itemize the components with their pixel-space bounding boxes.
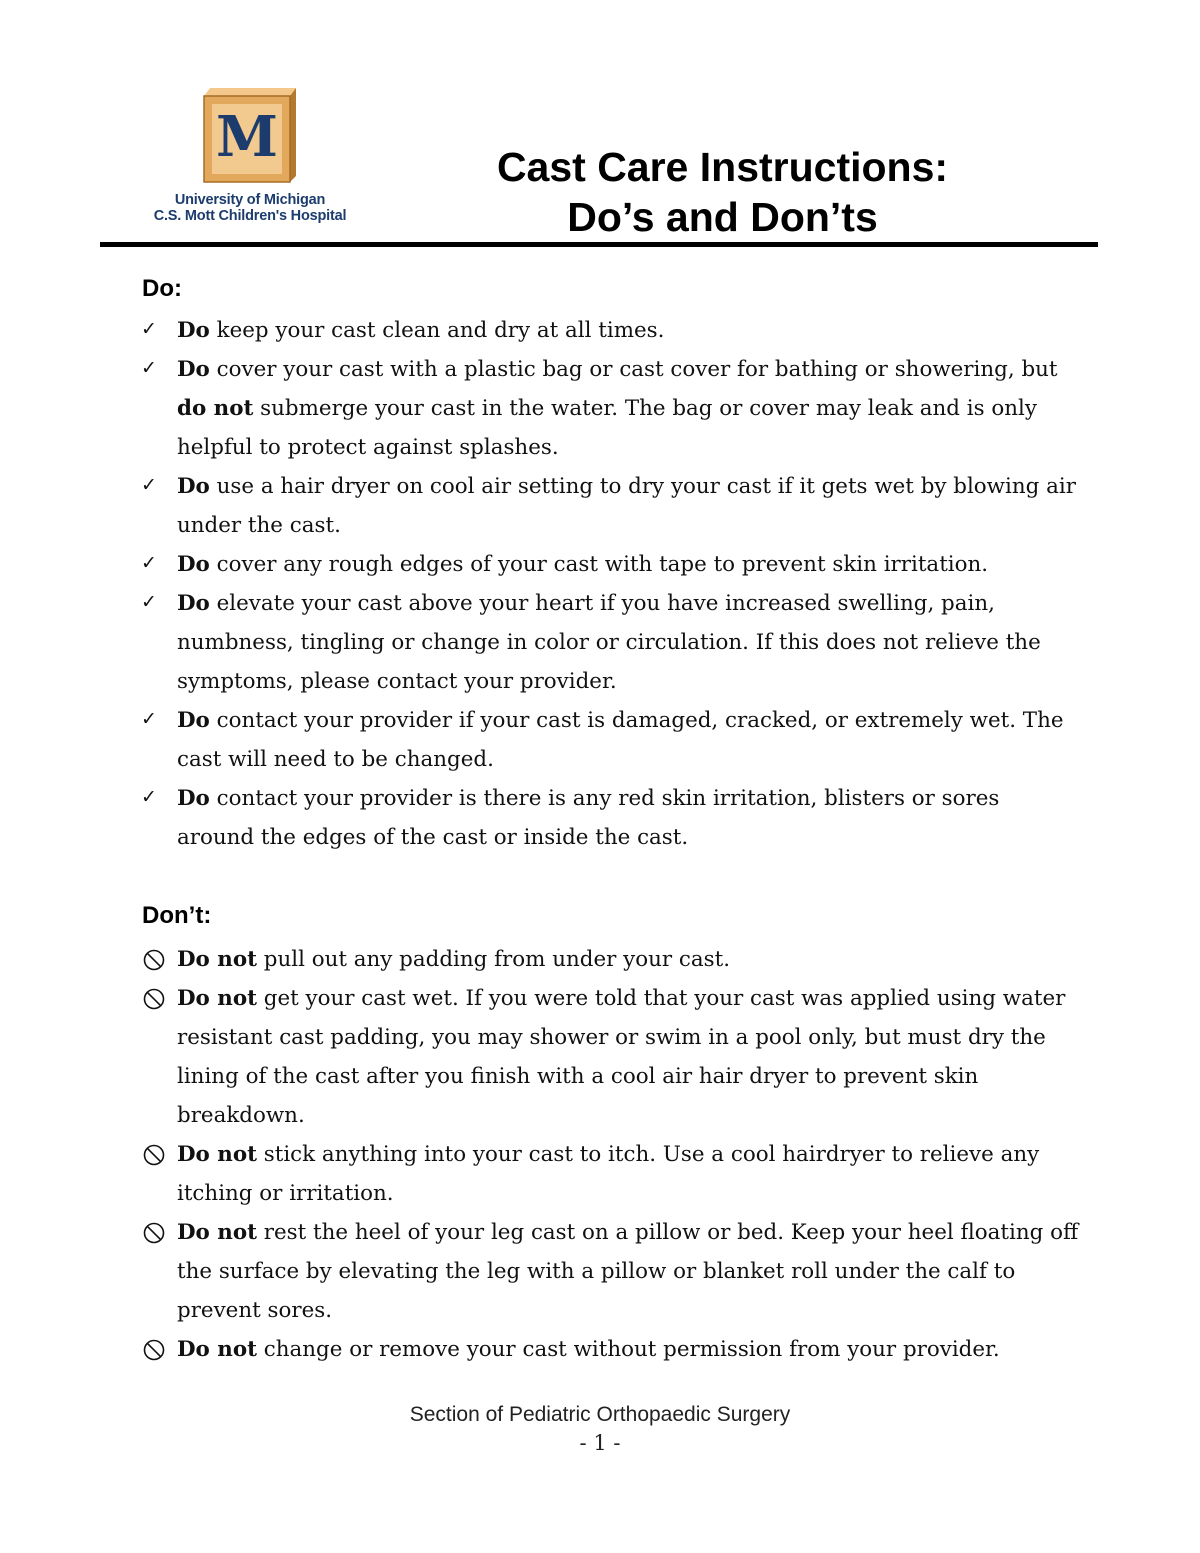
- title-line-2: Do’s and Don’ts: [567, 194, 878, 240]
- item-lead: Do: [177, 708, 210, 733]
- item-lead: Do not: [177, 1220, 257, 1245]
- check-icon: ✓: [141, 786, 157, 808]
- item-text: change or remove your cast without permission from your provider.: [256, 1337, 1000, 1362]
- check-icon: ✓: [141, 474, 157, 496]
- item-text: stick anything into your cast to itch. Use a cool hairdryer to relieve any itching or irritation.: [177, 1142, 1040, 1206]
- title-line-1: Cast Care Instructions:: [496, 144, 949, 190]
- check-icon: ✓: [141, 552, 157, 574]
- prohibited-icon: [143, 1339, 165, 1361]
- dont-item: [140, 979, 1080, 1135]
- logo-letter: M: [216, 104, 278, 170]
- dont-list: [140, 940, 1080, 1369]
- do-list: [140, 311, 1080, 857]
- item-text: pull out any padding from under your cast.: [256, 947, 731, 972]
- do-item: [140, 311, 1080, 350]
- hospital-logo: [150, 80, 360, 230]
- item-lead: Do: [177, 474, 210, 499]
- do-item: [140, 779, 1080, 857]
- item-text: cover any rough edges of your cast with tape to prevent skin irritation.: [209, 552, 989, 577]
- item-text: get your cast wet. If you were told that your cast was applied using water resistant cast padding, you may shower or swim in a pool only, but must dry the lining of the cast after you finish with a cool air hair dryer to prevent skin breakdown.: [177, 986, 1066, 1128]
- item-text: keep your cast clean and dry at all times.: [209, 318, 665, 343]
- prohibited-icon: [143, 988, 165, 1010]
- page-title: [400, 142, 1045, 242]
- item-lead: Do not: [177, 986, 257, 1011]
- item-text: cover your cast with a plastic bag or cast cover for bathing or showering, but: [209, 357, 1058, 382]
- item-lead: Do: [177, 357, 210, 382]
- item-lead: Do not: [177, 947, 257, 972]
- header-divider: [100, 242, 1098, 247]
- do-item: [140, 545, 1080, 584]
- check-icon: ✓: [141, 591, 157, 613]
- check-icon: ✓: [141, 318, 157, 340]
- item-lead: Do not: [177, 1142, 257, 1167]
- dont-item: [140, 1135, 1080, 1213]
- dont-item: [140, 1330, 1080, 1369]
- do-item: [140, 584, 1080, 701]
- item-text: rest the heel of your leg cast on a pillow or bed. Keep your heel floating off the surface by elevating the leg with a pillow or blanket roll under the calf to prevent sores.: [177, 1220, 1079, 1323]
- logo-block-icon: [200, 86, 300, 184]
- check-icon: ✓: [141, 357, 157, 379]
- item-lead: Do: [177, 552, 210, 577]
- item-lead: Do: [177, 591, 210, 616]
- item-lead: Do: [177, 786, 210, 811]
- do-item: [140, 350, 1080, 467]
- item-text: contact your provider is there is any red skin irritation, blisters or sores around the edges of the cast or inside the cast.: [177, 786, 1000, 850]
- prohibited-icon: [143, 1144, 165, 1166]
- dont-heading: Don’t:: [142, 902, 212, 929]
- do-heading: Do:: [142, 275, 182, 302]
- prohibited-icon: [143, 1222, 165, 1244]
- item-text: elevate your cast above your heart if you have increased swelling, pain, numbness, tingling or change in color or circulation. If this does not relieve the symptoms, please contact your provider.: [177, 591, 1041, 694]
- footer-section-name: Section of Pediatric Orthopaedic Surgery: [409, 1403, 791, 1426]
- item-lead-inline: do not: [177, 396, 254, 421]
- logo-text: [150, 192, 350, 224]
- check-icon: ✓: [141, 708, 157, 730]
- do-item: [140, 467, 1080, 545]
- item-lead: Do not: [177, 1337, 257, 1362]
- item-text: contact your provider if your cast is damaged, cracked, or extremely wet. The cast will need to be changed.: [177, 708, 1064, 772]
- item-lead: Do: [177, 318, 210, 343]
- dont-item: [140, 1213, 1080, 1330]
- item-text-continued: submerge your cast in the water. The bag or cover may leak and is only helpful to protect against splashes.: [177, 396, 1037, 460]
- do-item: [140, 701, 1080, 779]
- dont-item: [140, 940, 1080, 979]
- page-number: - 1 -: [579, 1431, 621, 1455]
- logo-line-hospital: C.S. Mott Children's Hospital: [153, 208, 347, 224]
- item-text: use a hair dryer on cool air setting to dry your cast if it gets wet by blowing air under the cast.: [177, 474, 1076, 538]
- prohibited-icon: [143, 949, 165, 971]
- logo-line-university: University of Michigan: [174, 192, 326, 208]
